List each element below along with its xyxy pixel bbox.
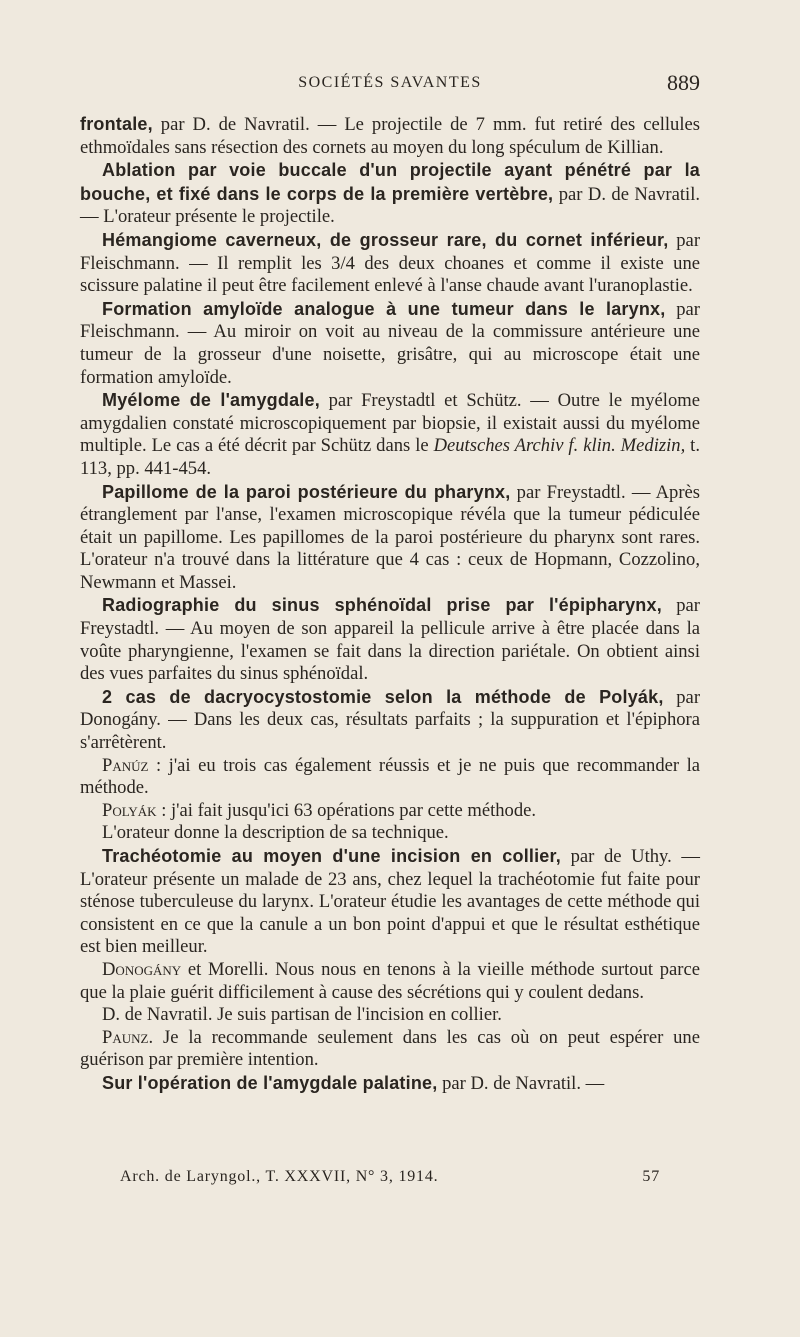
paragraph [80, 1027, 700, 1072]
speaker-name: Polyák [102, 799, 157, 821]
paragraph [80, 686, 700, 755]
paragraph-title: Hémangiome caverneux, de grosseur rare, du cornet inférieur, [102, 229, 669, 250]
paragraph-text: : j'ai fait jusqu'ici 63 opérations par cette méthode. [156, 799, 537, 821]
paragraph [80, 113, 700, 159]
paragraph [80, 959, 700, 1004]
paragraph [80, 229, 700, 298]
speaker-name: Panúz [102, 754, 149, 776]
page-number: 889 [667, 70, 700, 95]
body-text [80, 113, 700, 1096]
paragraph [80, 1072, 700, 1096]
paragraph-title: Sur l'opération de l'amygdale palatine, [102, 1072, 438, 1093]
paragraph-title: Trachéotomie au moyen d'une incision en collier, [102, 846, 561, 866]
paragraph-text: par D. de Navratil. — [437, 1072, 605, 1094]
paragraph-title: frontale, [80, 114, 153, 134]
paragraph [80, 800, 700, 823]
journal-reference: Arch. de Laryngol., T. XXXVII, N° 3, 1914. [120, 1168, 439, 1185]
paragraph [80, 755, 700, 800]
paragraph [80, 389, 700, 480]
paragraph-title: Papillome de la paroi postérieure du pharynx, [102, 481, 511, 502]
paragraph-text: : j'ai eu trois cas également réussis et je ne puis que recommander la méthode. [80, 754, 700, 799]
paragraph [80, 594, 700, 685]
paragraph-text: par Freystadtl. — Au moyen de son appareil la pellicule arrive à être placée dans la voûte pharyngienne, l'examen se fait dans la direction pariétale. On obtient ainsi des vues parfaites du sinus sphénoïdal. [80, 595, 700, 685]
paragraph-text: . Je la recommande seulement dans les cas où on peut espérer une guérison par première intention. [80, 1026, 700, 1071]
paragraph-title: Ablation par voie buccale d'un projectile ayant pénétré par la bouche, et fixé dans le corps de la première vertèbre, [80, 160, 700, 204]
paragraph-text: par Freystadtl et Schütz. — Outre le myélome amygdalien constaté microscopiquement par biopsie, il existait aussi du myélome multiple. Le cas a été décrit par Schütz dans le [80, 390, 700, 457]
paragraph-text: par de Uthy. — L'orateur présente un malade de 23 ans, chez lequel la trachéotomie fut faite pour sténose tuberculeuse du larynx. L'orateur étudie les avantages de cette méthode qui consistent en ce que la canule a un bon point d'appui et que le résultat esthétique est bien meilleur. [80, 846, 701, 958]
paragraph [80, 481, 700, 595]
paragraph-text: et Morelli. Nous nous en tenons à la vieille méthode surtout parce que la plaie guérit difficilement à cause des sécrétions qui y coulent dedans. [80, 958, 700, 1003]
paragraph-text: D. de Navratil. Je suis partisan de l'incision en collier. [102, 1004, 502, 1026]
paragraph [80, 298, 700, 389]
paragraph [80, 822, 700, 845]
speaker-name: Paunz [102, 1026, 149, 1048]
page-footer [120, 1168, 660, 1186]
paragraph-title: Formation amyloïde analogue à une tumeur dans le larynx, [102, 298, 666, 319]
paragraph-text: par Fleischmann. — Au miroir on voit au niveau de la commissure antérieure une tumeur de la grosseur d'une noisette, grisâtre, qui au microscope était une formation amyloïde. [80, 298, 701, 388]
paragraph-text: par Donogány. — Dans les deux cas, résultats parfaits ; la suppuration et l'épiphora s'arrêtèrent. [80, 686, 701, 754]
journal-title: Deutsches Archiv f. klin. Medizin, [433, 435, 686, 457]
paragraph-text: par Freystadtl. — Après étranglement par l'anse, l'examen microscopique révéla que la tumeur pédiculée était un papillome. Les papillomes de la paroi postérieure du pharynx sont rares. L'orateur n'a trouvé dans la littérature que 4 cas : ceux de Hopmann, Cozzolino, Newmann et Massei. [80, 481, 701, 593]
paragraph [80, 159, 700, 229]
running-title: SOCIÉTÉS SAVANTES [298, 74, 482, 91]
paragraph-text: t. 113, pp. 441-454. [80, 435, 700, 479]
signature-mark: 57 [642, 1168, 660, 1185]
paragraph-text: par D. de Navratil. — L'orateur présente le projectile. [80, 183, 701, 228]
speaker-name: Donogány [102, 958, 182, 980]
paragraph-title: 2 cas de dacryocystostomie selon la méthode de Polyák, [102, 686, 664, 707]
paragraph-text: par D. de Navratil. — Le projectile de 7 mm. fut retiré des cellules ethmoïdales sans résection des cornets au moyen du long spéculum de Killian. [80, 114, 700, 158]
paragraph-text: par Fleischmann. — Il remplit les 3/4 des deux choanes et comme il existe une scissure palatine il peut être facilement enlevé à l'anse chaude avant l'uranoplastie. [80, 229, 701, 297]
paragraph-title: Radiographie du sinus sphénoïdal prise par l'épipharynx, [102, 595, 662, 616]
page-header [80, 70, 700, 98]
paragraph-text: L'orateur donne la description de sa technique. [102, 822, 449, 844]
paragraph [80, 1004, 700, 1027]
paragraph-title: Myélome de l'amygdale, [102, 390, 320, 411]
paragraph [80, 845, 700, 959]
